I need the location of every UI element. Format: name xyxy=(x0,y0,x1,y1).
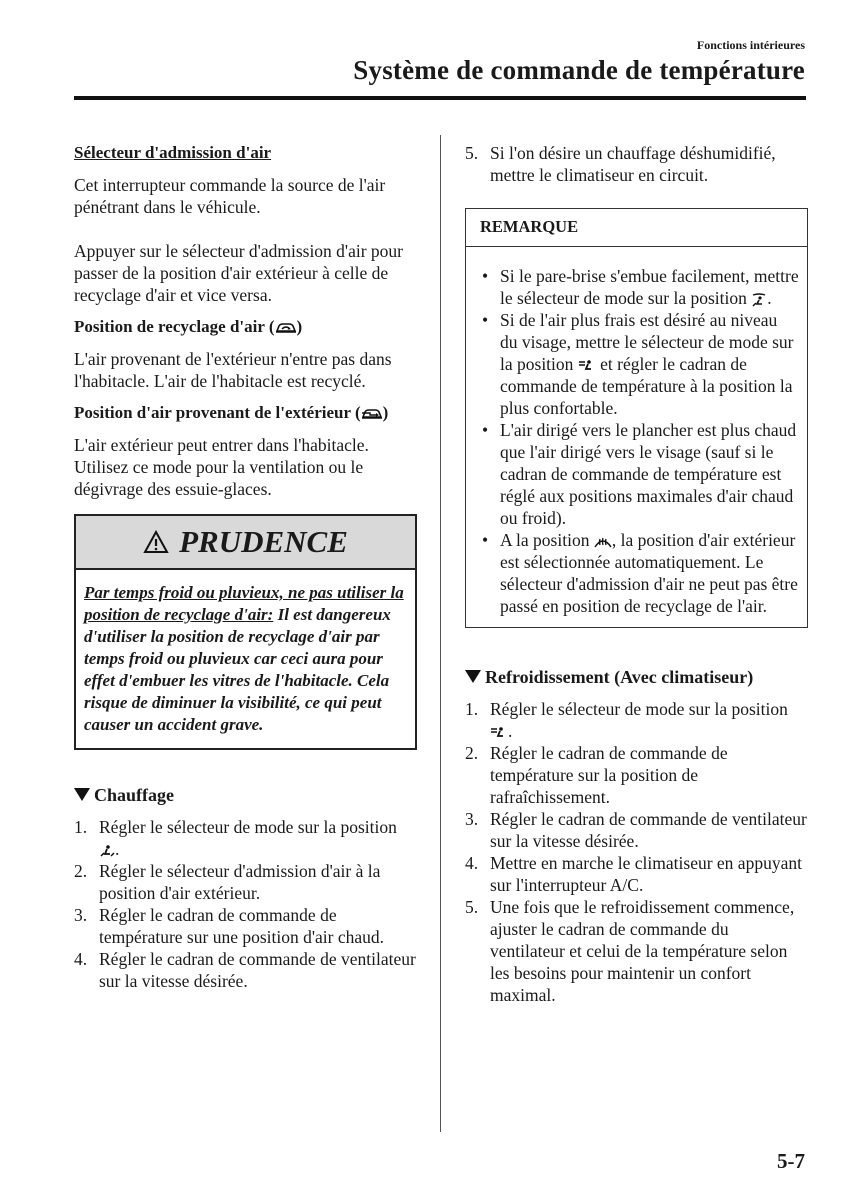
left-column xyxy=(74,142,416,992)
car-outside-air-icon xyxy=(361,407,383,421)
face-mode-icon xyxy=(490,726,508,740)
caution-header xyxy=(76,516,415,570)
list-item: 2. Régler le cadran de commande de température sur la position de rafraîchissement. xyxy=(465,743,728,807)
heating-heading: Chauffage xyxy=(74,784,416,806)
list-item: 4. Régler le cadran de commande de ventilateur sur la vitesse désirée. xyxy=(74,949,416,991)
intake-paragraph-1: Cet interrupteur commande la source de l'air pénétrant dans le véhicule. xyxy=(74,175,386,217)
warning-triangle-icon xyxy=(143,530,169,555)
list-item: 1. Régler le sélecteur de mode sur la position . xyxy=(465,699,788,741)
recirc-heading: Position de recyclage d'air ( ) xyxy=(74,317,303,336)
intake-paragraph-2: Appuyer sur le sélecteur d'admission d'air pour passer de la position d'air extérieur à celle de recyclage d'air et vice versa. xyxy=(74,241,403,305)
list-item: • A la position , la position d'air extérieur est sélectionnée automatiquement. Le sélecteur d'admission d'air ne peut pas être passé en position de recyclage de l'air. xyxy=(482,530,798,616)
outside-text: L'air extérieur peut entrer dans l'habitacle. Utilisez ce mode pour la ventilation ou le dégivrage des essuie-glaces. xyxy=(74,435,369,499)
floor-mode-icon xyxy=(99,844,115,858)
face-mode-icon xyxy=(578,359,596,373)
remark-title: REMARQUE xyxy=(466,209,807,247)
list-item: 4. Mettre en marche le climatiseur en appuyant sur l'interrupteur A/C. xyxy=(465,853,802,895)
caution-title: PRUDENCE xyxy=(179,524,348,559)
caution-text: Il est dangereux d'utiliser la position de recyclage d'air par temps froid ou pluvieux car ceci aura pour effet d'embuer les vitres de l'habitacle. Cela risque de diminuer la visibilité, ce qui peut causer un accident grave. xyxy=(84,605,391,734)
caution-box xyxy=(74,514,417,750)
list-item: 5. Si l'on désire un chauffage déshumidifié, mettre le climatiseur en circuit. xyxy=(465,143,776,185)
page-title: Système de commande de température xyxy=(353,55,805,85)
list-item: 3. Régler le cadran de commande de température sur une position d'air chaud. xyxy=(74,905,385,947)
section-label: Fonctions intérieures xyxy=(696,38,805,52)
intake-heading: Sélecteur d'admission d'air xyxy=(74,143,272,162)
caution-body xyxy=(76,570,415,748)
caution-underlined-text: Par temps froid ou pluvieux, ne pas utiliser la position de recyclage d'air: xyxy=(84,583,404,624)
column-divider xyxy=(440,135,441,1132)
section-triangle-icon xyxy=(74,784,90,806)
page-number: 5-7 xyxy=(777,1149,805,1173)
header-rule xyxy=(74,96,806,100)
section-triangle-icon xyxy=(465,666,481,688)
list-item: • Si le pare-brise s'embue facilement, mettre le sélecteur de mode sur la position . xyxy=(482,266,799,308)
recirc-text: L'air provenant de l'extérieur n'entre pas dans l'habitacle. L'air de l'habitacle est recyclé. xyxy=(74,349,392,391)
car-recirculation-icon xyxy=(275,321,297,335)
list-item: 2. Régler le sélecteur d'admission d'air à la position d'air extérieur. xyxy=(74,861,381,903)
cooling-steps xyxy=(465,698,807,1006)
right-column xyxy=(465,142,807,1006)
outside-heading: Position d'air provenant de l'extérieur ( ) xyxy=(74,403,389,422)
cooling-heading: Refroidissement (Avec climatiseur) xyxy=(465,666,807,688)
list-item: 1. Régler le sélecteur de mode sur la position . xyxy=(74,817,397,859)
remark-box xyxy=(465,208,808,628)
heating-steps-continued xyxy=(465,142,807,186)
windshield-defrost-icon xyxy=(594,535,612,549)
list-item: • L'air dirigé vers le plancher est plus chaud que l'air dirigé vers le visage (sauf si le cadran de commande de température est réglé aux positions maximales d'air chaud ou froid). xyxy=(482,420,797,528)
remark-body xyxy=(466,247,807,627)
list-item: 5. Une fois que le refroidissement commence, ajuster le cadran de commande du ventilateur et celui de la température selon les besoins pour maintenir un confort maximal. xyxy=(465,897,795,1005)
heating-steps xyxy=(74,816,416,992)
remark-list xyxy=(478,265,799,617)
defrost-floor-mode-icon xyxy=(751,293,767,307)
list-item: • Si de l'air plus frais est désiré au niveau du visage, mettre le sélecteur de mode sur la position et régler le cadran de commande de température à la position la plus confortable. xyxy=(482,310,794,418)
list-item: 3. Régler le cadran de commande de ventilateur sur la vitesse désirée. xyxy=(465,809,807,851)
